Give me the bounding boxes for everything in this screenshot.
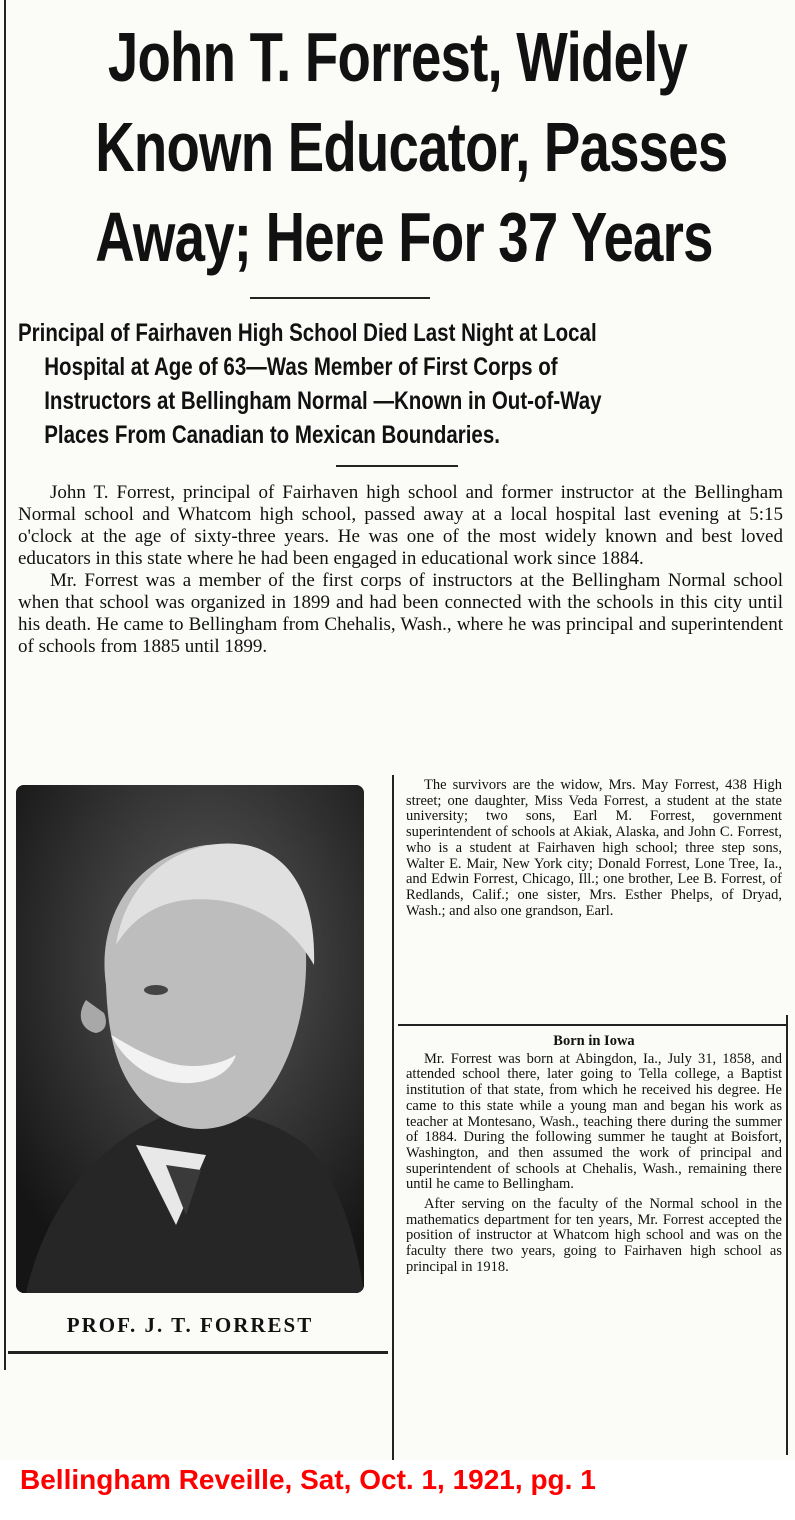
source-citation: Bellingham Reveille, Sat, Oct. 1, 1921, pg. 1: [20, 1464, 596, 1495]
born-paragraph: Mr. Forrest was born at Abingdon, Ia., July 31, 1858, and attended school there, later going to Tella college, a Baptist institution of that state, from which he received his degree. He came to this state while a young man and began his work as teacher at Montesano, Wash., teaching there during the summer of 1884. During the following summer he taught at Boisfort, Washington, and then assumed the work of principal and superintendent of schools at Chehalis, Wash., remaining there until he came to Bellingham.: [406, 1050, 782, 1193]
subhead-line: Hospital at Age of 63—Was Member of First Corps of: [44, 353, 558, 381]
subhead-line: Principal of Fairhaven High School Died Last Night at Local: [18, 319, 597, 347]
survivors-paragraph: The survivors are the widow, Mrs. May Forrest, 438 High street; one daughter, Miss Veda Forrest, a student at the state university; two sons, Earl M. Forrest, government superintendent of schools at Akiak, Alaska, and John C. Forrest, who is a student at Fairhaven high school; three step sons, Walter E. Mair, New York city; Donald Forrest, Lone Tree, Ia., and Edwin Forrest, Chicago, Ill.; one brother, Lee B. Forrest, of Redlands, Calif.; one sister, Mrs. Esther Phelps, of Dryad, Wash.; and also one grandson, Earl.: [406, 777, 782, 919]
column-rule: [398, 1024, 786, 1026]
subhead-line: Instructors at Bellingham Normal —Known in Out-of-Way: [44, 387, 602, 415]
column-right-border: [786, 1015, 788, 1455]
headline: [95, 12, 728, 282]
headline-line: Known Educator, Passes: [95, 108, 728, 186]
headline-line: Away; Here For 37 Years: [95, 198, 713, 276]
portrait-photo: [16, 785, 364, 1293]
left-border-line: [4, 0, 6, 1370]
subhead-line: Places From Canadian to Mexican Boundaries.: [44, 421, 500, 449]
biography-column: [406, 1032, 782, 1276]
headline-rule: [250, 297, 430, 299]
portrait-image: [16, 785, 364, 1293]
caption-rule: [8, 1351, 388, 1354]
lead-paragraph: John T. Forrest, principal of Fairhaven high school and former instructor at the Bellingham Normal school and Whatcom high school, passed away at a local hospital last evening at 5:15 o'clock at the age of sixty-three years. He was one of the most widely known and best loved educators in this state where he had been engaged in educational work since 1884.: [18, 482, 783, 569]
photo-caption: PROF. J. T. FORREST: [66, 1313, 314, 1337]
lead-paragraph: Mr. Forrest was a member of the first corps of instructors at the Bellingham Normal school when that school was organized in 1899 and had been connected with the schools in this city until his death. He came to Bellingham from Chehalis, Wash., where he was principal and superintendent of schools from 1885 until 1899.: [18, 570, 783, 657]
born-subheading: Born in Iowa: [553, 1033, 635, 1049]
article-lead: [18, 482, 783, 658]
subheadline: [18, 316, 788, 452]
column-divider: [392, 775, 394, 1460]
subhead-rule: [336, 465, 458, 467]
headline-line: John T. Forrest, Widely: [107, 18, 688, 96]
faculty-paragraph: After serving on the faculty of the Normal school in the mathematics department for ten years, Mr. Forrest accepted the position of instructor at Whatcom high school and was on the faculty there two years, going to Fairhaven high school as principal in 1918.: [406, 1196, 782, 1275]
survivors-column: [406, 778, 782, 919]
